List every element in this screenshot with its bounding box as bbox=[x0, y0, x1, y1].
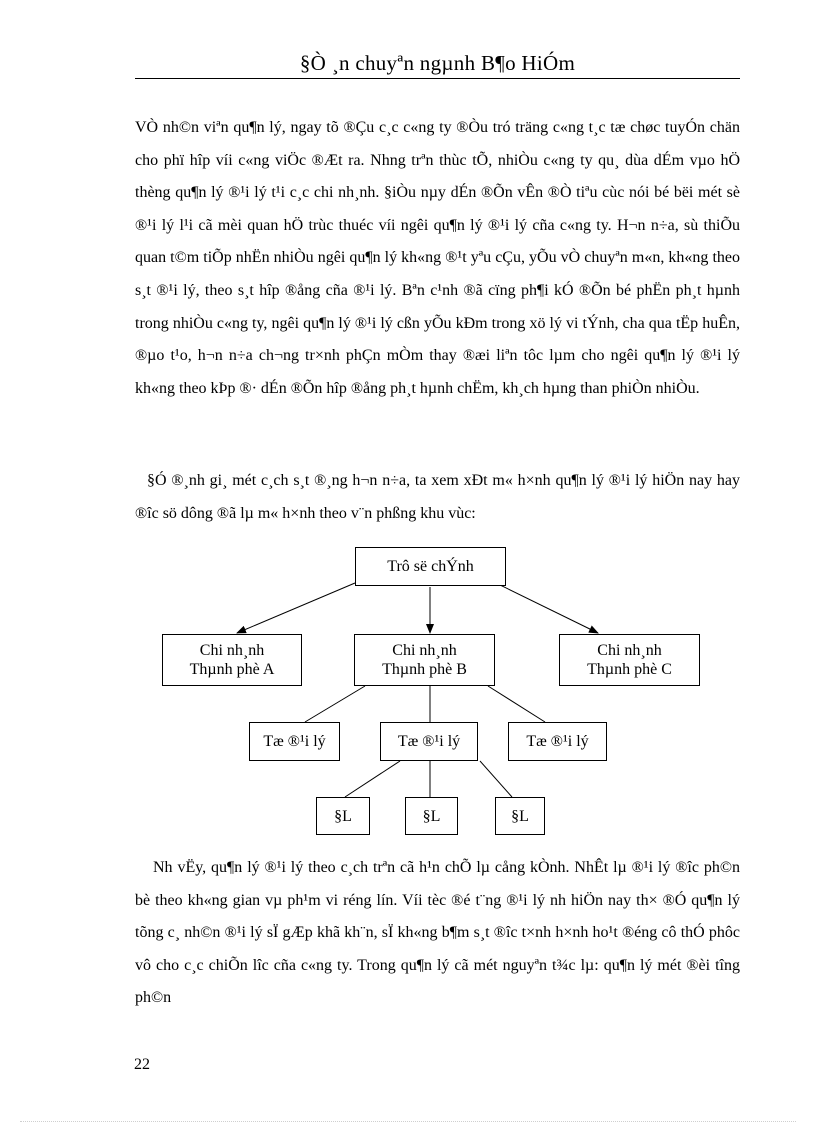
group-box-3 bbox=[508, 722, 607, 761]
body-paragraph-3: Nh vËy, qu¶n lý ®¹i lý theo c¸ch trªn cã h¹n chÕ lµ cång kÒnh. NhÊt lµ ®¹i lý ®îc ph©n bè theo kh«ng gian vµ ph¹m vi réng lín. Víi tèc ®é t¨ng ®¹i lý nh hiÖn nay th× ®Ó qu¶n lý tõng c¸ nh©n ®¹i lý sÏ gÆp khã kh¨n, sÏ kh«ng b¶m s¸t ®îc t×nh h×nh ho¹t ®éng cô thÓ phôc vô cho c¸c chiÕn lîc cña c«ng ty. Trong qu¶n lý cã mét nguyªn t¾c lµ: qu¶n lý mét ®èi tîng ph©n bbox=[135, 859, 740, 1007]
branch-c-line1: Chi nh¸nh bbox=[597, 642, 662, 659]
page-number: 22 bbox=[134, 1056, 150, 1073]
agent-box-3 bbox=[495, 797, 545, 835]
group-1-label: Tæ ®¹i lý bbox=[263, 733, 326, 750]
branch-box-b bbox=[354, 634, 495, 686]
branch-a-line2: Thµnh phè A bbox=[189, 661, 275, 678]
branch-box-c bbox=[559, 634, 700, 686]
branch-b-line1: Chi nh¸nh bbox=[392, 642, 457, 659]
footer-rule bbox=[20, 1121, 796, 1122]
page-header-title: §Ò ¸n chuyªn ngµnh B¶o HiÓm bbox=[299, 51, 576, 75]
line-group-2-to-agent-3 bbox=[480, 761, 512, 797]
line-branch-b-to-group-1 bbox=[305, 686, 365, 722]
agent-1-label: §L bbox=[334, 807, 352, 825]
body-paragraph-1: VÒ nh©n viªn qu¶n lý, ngay tõ ®Çu c¸c c«ng ty ®Òu tró träng c«ng t¸c tæ chøc tuyÓn chän cho phï hîp víi c«ng viÖc ®Æt ra. Nhng trªn thùc tÕ, nhiÒu c«ng ty qu¸ dùa dÉm vµo hÖ thèng qu¶n lý ®¹i lý t¹i c¸c chi nh¸nh. §iÒu nµy dÉn ®Õn vÊn ®Ò tiªu cùc nói bé bëi mét sè ®¹i lý l¹i cã mèi quan hÖ trùc thuéc víi ngêi qu¶n lý ®¹i lý cña c«ng ty. H¬n n÷a, sù thiÕu quan t©m tiÕp nhËn nhiÒu ngêi qu¶n lý kh«ng ®¹t yªu cÇu, yÕu vÒ chuyªn m«n, kh«ng theo s¸t ®¹i lý, theo s¸t hîp ®ång cña ®¹i lý. Bªn c¹nh ®ã cïng ph¶i kÓ ®Õn bé phËn ph¸t hµnh trong nhiÒu c«ng ty, ngêi qu¶n lý ®¹i lý cßn yÕu kÐm trong xö lý vi tÝnh, cha qua tËp huÊn, ®µo t¹o, h¬n n÷a ch¬ng tr×nh phÇn mÒm thay ®æi liªn tôc lµm cho ngêi qu¶n lý ®¹i lý kh«ng theo kÞp ®· dÉn ®Õn hîp ®ång ph¸t hµnh chËm, kh¸ch hµng than phiÒn nhiÒu. bbox=[135, 119, 740, 397]
line-branch-b-to-group-3 bbox=[488, 686, 545, 722]
arrow-root-to-branch-a bbox=[237, 583, 355, 633]
branch-box-a bbox=[162, 634, 302, 686]
group-box-1 bbox=[249, 722, 340, 761]
group-box-2 bbox=[380, 722, 478, 761]
root-headquarters-box bbox=[355, 547, 506, 586]
line-group-2-to-agent-1 bbox=[345, 761, 400, 797]
agent-box-1 bbox=[316, 797, 370, 835]
branch-a-line1: Chi nh¸nh bbox=[199, 642, 265, 659]
group-2-label: Tæ ®¹i lý bbox=[397, 733, 461, 750]
agent-3-label: §L bbox=[511, 807, 529, 825]
arrow-root-to-branch-c bbox=[496, 583, 598, 633]
group-3-label: Tæ ®¹i lý bbox=[526, 733, 589, 750]
agent-box-2 bbox=[405, 797, 458, 835]
branch-b-line2: Thµnh phè B bbox=[382, 661, 467, 678]
agent-2-label: §L bbox=[422, 807, 441, 825]
root-label: Trô së chÝnh bbox=[387, 558, 474, 575]
body-paragraph-2: §Ó ®¸nh gi¸ mét c¸ch s¸t ®¸ng h¬n n÷a, ta xem xÐt m« h×nh qu¶n lý ®¹i lý hiÖn nay hay ®îc sö dông ®ã lµ m« h×nh theo v¨n phßng khu vùc: bbox=[135, 472, 740, 522]
branch-c-line2: Thµnh phè C bbox=[587, 661, 672, 678]
